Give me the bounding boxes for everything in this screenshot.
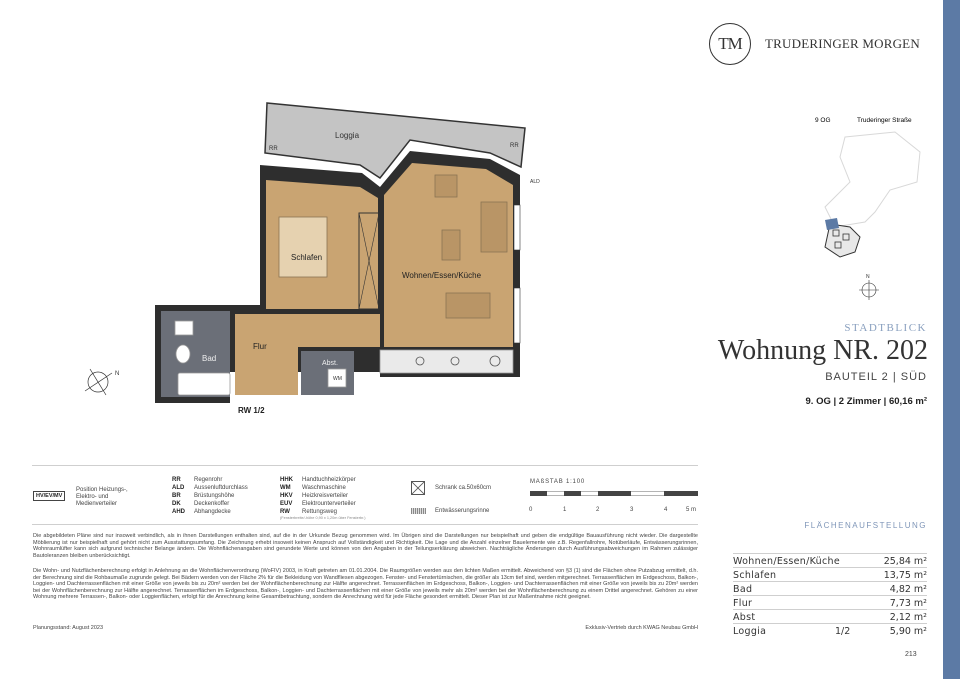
- area-value: 13,75 m²: [883, 570, 927, 581]
- page-number: 213: [905, 651, 917, 658]
- area-name: Bad: [733, 584, 753, 595]
- legend-desc: Regenrohr: [194, 477, 223, 483]
- disclaimer-areas: Die Wohn- und Nutzflächenberechnung erfolgt in Anlehnung an die Wohnflächenverordnung (WoFIV) 2003, in Kraft getreten am 01.01.2004. Die Raumgrößen werden aus den lichten Maßen ermittelt. Abweichend von §3 (1) sind die Flächen ohne Putzabzug ermittelt, d.h. der Berechnung sind die Rohbaumaße zugrunde gelegt. Bei Bädern werden von der Fläche 2% für die Bekleidung von Wandfliesen abgezogen. Fenster- und Fenstertürnischen, die größer als 13cm tief sind, werden mitgerechnet. Terrassenflächen im Erdgeschoss, Balkon-, Loggien- und Dachterrassenflächen mit einer Größe von jeweils bis zu 20m² werden bei der Wohnflächenberechnung zur Hälfte angerechnet. Terrassenflächen im Erdgeschoss, Balkon-, Loggien- und Dachterrassenflächen mit einer Größe von jeweils bis zu 20m² werden bei der Wohnflächenberechnung zur Hälfte angerechnet. Terrassenflächen im Erdgeschoss, Balkon-, Loggien- und Dachterrassenflächen mit einer Größe von jeweils mehr als 20m² werden bei der Wohnflächenberechnung zu einem Drittel angerechnet. Gehören zu einer Wohnung mehrere Terrassen-, Balkon- oder Loggienflächen, erfolgt für die Anrechnung keine Gesamtbetrachtung, sondern die Anrechnung wird für jede Fläche gesondert ermittelt. Dieser Plan ist zur Maßentnahme nicht geeignet.: [33, 568, 698, 600]
- unit-section: BAUTEIL 2 | SÜD: [825, 371, 927, 383]
- legend-desc: Elektrounterverteiler: [302, 501, 356, 507]
- kitchen-counter: [380, 350, 513, 373]
- legend-desc: Rettungsweg: [302, 509, 338, 515]
- keyplan-unit-highlight: [825, 218, 839, 230]
- scale-number: 2: [596, 507, 600, 513]
- legend-abbr: RR: [172, 477, 181, 483]
- schrank-icon: [411, 481, 425, 495]
- room-label-abst: Abst.: [322, 360, 338, 367]
- scale-bar: [530, 491, 698, 496]
- area-row: [733, 623, 927, 639]
- scale-number: 1: [563, 507, 567, 513]
- keyplan-street-label: Truderinger Straße: [857, 117, 912, 124]
- keyplan-north-label: N: [866, 274, 870, 280]
- legend-desc: Handtuchheizkörper: [302, 477, 356, 483]
- legend-rw-note: (Fensterbreite/-höhe 0,90 x 1,20m über Fensterbr.): [280, 516, 366, 520]
- unit-summary: 9. OG | 2 Zimmer | 60,16 m²: [805, 396, 927, 407]
- drainage-icon: [411, 508, 426, 514]
- brand-logo: [709, 23, 751, 65]
- keyplan-outline: [825, 132, 920, 227]
- room-label-loggia: Loggia: [335, 131, 360, 140]
- toilet: [176, 345, 190, 363]
- area-share: 1/2: [835, 626, 851, 637]
- mark-wm: WM: [333, 376, 342, 382]
- legend-desc: Deckenkoffer: [194, 501, 230, 507]
- legend-abbr: HKV: [280, 493, 293, 499]
- keyplan-north-arrow: [859, 274, 879, 300]
- legend-abbr: HHK: [280, 477, 293, 483]
- rescue-way-label: RW 1/2: [238, 406, 265, 415]
- mark-rr-left: RR: [269, 146, 278, 152]
- scale-number: 0: [529, 507, 533, 513]
- room-label-wohnen: Wohnen/Essen/Küche: [402, 271, 482, 280]
- divider: [32, 465, 698, 466]
- dining-table: [446, 293, 490, 318]
- area-value: 7,73 m²: [889, 598, 927, 609]
- side-accent-bar: [943, 0, 960, 679]
- scale-title: MAßSTAB 1:100: [530, 479, 585, 485]
- areas-title: FLÄCHENAUFSTELLUNG: [804, 521, 927, 530]
- legend-hv-code: HV/EV/MV: [33, 491, 65, 501]
- logo-initials: TM: [718, 34, 742, 53]
- schrank-label: Schrank ca.50x60cm: [435, 485, 492, 491]
- bathtub: [178, 373, 230, 395]
- mark-ald: ALD: [530, 179, 540, 185]
- legend-desc: Aussenluftdurchlass: [194, 485, 248, 491]
- legend-abbr: AHD: [172, 509, 185, 515]
- area-name: Schlafen: [733, 570, 777, 581]
- site-keyplan: [805, 112, 940, 302]
- keyplan-floor-label: 9 OG: [815, 117, 831, 124]
- legend-abbr: EUV: [280, 501, 293, 507]
- coffee-table: [442, 230, 460, 260]
- planning-date: Planungsstand: August 2023: [33, 625, 104, 631]
- area-name: Loggia: [733, 626, 767, 637]
- plan-north-arrow: [85, 369, 119, 395]
- legend-abbr: WM: [280, 485, 291, 491]
- window-east-2: [514, 288, 520, 343]
- armchair: [435, 175, 457, 197]
- legend-abbreviations-1: [172, 476, 248, 516]
- bed: [279, 217, 327, 277]
- scale-number: 5 m: [686, 507, 697, 513]
- legend-abbr: DK: [172, 501, 181, 507]
- brand-name: TRUDERINGER MORGEN: [765, 36, 920, 51]
- unit-title: Wohnung NR. 202: [717, 335, 928, 366]
- window-east-1: [514, 205, 520, 250]
- legend-desc: Waschmaschine: [302, 485, 346, 491]
- drainage-label: Entwässerungsrinne: [435, 508, 490, 514]
- area-name: Flur: [733, 598, 753, 609]
- disclaimer-plans: Die abgebildeten Pläne sind nur insoweit verbindlich, als in ihnen Darstellungen enthalten sind, auf die in der Urkunde Bezug genommen wird. Im Übrigen sind die Darstellungen nur beispielhaft und geben die endgültige Bauausführung nicht wieder. Die dargestellte Möblierung ist nur beispielhaft und gehört nicht zum Ausstattungsumfang. Die Zeichnung erhebt insoweit keinen Anspruch auf Vollständigkeit und Richtigkeit. Die Lage und die Anzahl einzelner Bauelemente wie z.B. Regenfallrohre, Notüberläufe, Entwässerungsrinnen, Wohnraumlüfter kann sich aufgrund technischer Belange ändern. Die Wohnflächenangaben sind gerundete Werte und können von den Angaben in der Teilungserklärung abweichen. Nachträgliche Änderungen durch Ausführungsabweichungen im Rahmen zulässiger Bautoleranzen bleiben unberücksichtigt.: [33, 533, 698, 559]
- room-label-bad: Bad: [202, 354, 217, 363]
- legend-desc: Brüstungshöhe: [194, 493, 235, 499]
- area-name: Abst: [733, 612, 756, 623]
- scale-number: 3: [630, 507, 634, 513]
- area-name: Wohnen/Essen/Küche: [733, 556, 840, 567]
- divider: [32, 524, 698, 525]
- legend-abbr: RW: [280, 509, 290, 515]
- room-label-schlafen: Schlafen: [291, 253, 323, 262]
- washbasin: [175, 321, 193, 335]
- legend-desc: Heizkreisverteiler: [302, 493, 349, 499]
- legend-abbr: ALD: [172, 485, 185, 491]
- legend-abbr: BR: [172, 493, 181, 499]
- floor-plan: [80, 95, 540, 425]
- sofa: [481, 202, 507, 252]
- room-label-flur: Flur: [253, 342, 267, 351]
- unit-category: STADTBLICK: [844, 322, 927, 334]
- area-value: 5,90 m²: [889, 626, 927, 637]
- scale-number: 4: [664, 507, 668, 513]
- mark-rr-right: RR: [510, 143, 519, 149]
- area-value: 2,12 m²: [889, 612, 927, 623]
- area-value: 4,82 m²: [889, 584, 927, 595]
- area-value: 25,84 m²: [883, 556, 927, 567]
- legend-hv-desc: Position Heizungs-, Elektro- und Medienverteiler: [76, 487, 128, 507]
- legend-desc: Abhangdecke: [194, 509, 231, 515]
- sales-agent: Exklusiv-Vertrieb durch KWAG Neubau GmbH: [585, 625, 698, 631]
- legend-abbreviations-2: [280, 476, 356, 516]
- plan-north-label: N: [115, 371, 120, 377]
